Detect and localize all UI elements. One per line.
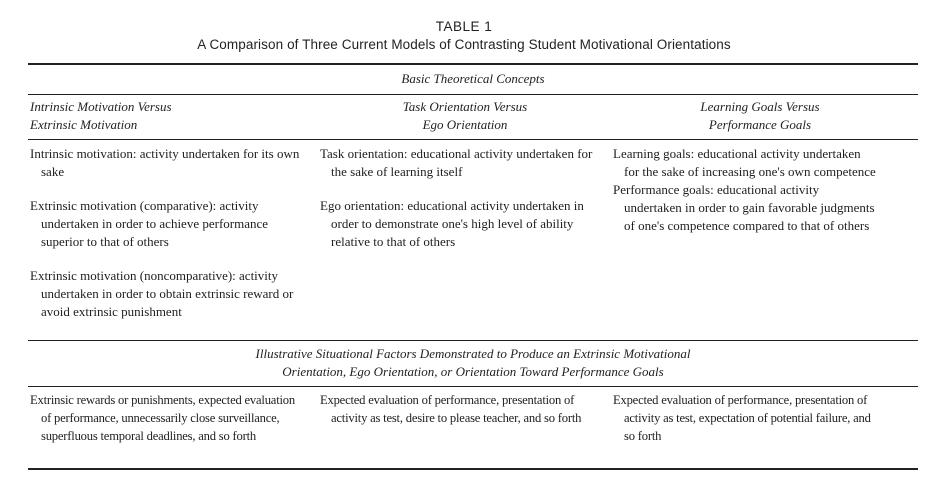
concept-entry: Task orientation: educational activity undertaken for the sake of learning itself (320, 146, 593, 179)
concept-entry: Intrinsic motivation: activity undertaken for its own sake (30, 146, 300, 179)
situational-cell-task-ego (320, 391, 595, 427)
concept-cell-task-ego (320, 145, 595, 251)
situational-header-rule (28, 386, 918, 387)
concept-entry: Learning goals: educational activity undertaken for the sake of increasing one's own competence (613, 146, 876, 179)
situational-entry: Expected evaluation of performance, presentation of activity as test, desire to please teacher, and so forth (320, 393, 582, 425)
situational-entry: Extrinsic rewards or punishments, expected evaluation of performance, unnecessarily close surveillance, superfluous temporal deadlines, and so forth (30, 393, 295, 443)
column-header-line: Learning Goals Versus (700, 99, 820, 114)
section-divider-rule (28, 340, 918, 341)
column-header-line: Intrinsic Motivation Versus (30, 99, 172, 114)
section-heading-line: Illustrative Situational Factors Demonstrated to Produce an Extrinsic Motivational (255, 346, 691, 361)
column-header-line: Extrinsic Motivation (30, 117, 138, 132)
section-rule (28, 94, 918, 95)
concept-entry: Performance goals: educational activity undertaken in order to gain favorable judgments of one's competence compared to that of others (613, 182, 875, 233)
bottom-rule (28, 468, 918, 470)
top-rule (28, 63, 918, 65)
column-header-intrinsic-extrinsic (30, 98, 310, 134)
situational-cell-intrinsic-extrinsic (30, 391, 300, 445)
concept-entry: Ego orientation: educational activity undertaken in order to demonstrate one's high level of ability relative to that of others (320, 198, 584, 249)
column-header-learning-performance (630, 98, 890, 134)
concept-entry: Extrinsic motivation (comparative): activity undertaken in order to achieve performance superior to that of others (30, 198, 269, 249)
table-caption: A Comparison of Three Current Models of Contrasting Student Motivational Orientations (197, 37, 731, 52)
column-header-task-ego (330, 98, 600, 134)
section-heading-line: Orientation, Ego Orientation, or Orientation Toward Performance Goals (282, 364, 664, 379)
situational-cell-learning-performance (613, 391, 878, 445)
concept-cell-learning-performance (613, 145, 878, 235)
concept-entry: Extrinsic motivation (noncomparative): activity undertaken in order to obtain extrinsic reward or avoid extrinsic punishment (30, 268, 294, 319)
section-heading-situational-factors (28, 345, 918, 381)
column-header-line: Performance Goals (708, 117, 812, 132)
table-title-block (0, 18, 928, 54)
table-label: TABLE 1 (435, 19, 493, 34)
column-header-line: Ego Orientation (422, 117, 508, 132)
section-heading-basic-concepts: Basic Theoretical Concepts (401, 71, 545, 86)
concept-cell-intrinsic-extrinsic (30, 145, 300, 321)
situational-entry: Expected evaluation of performance, presentation of activity as test, expectation of potential failure, and so forth (613, 393, 871, 443)
column-header-rule (28, 139, 918, 140)
column-header-line: Task Orientation Versus (402, 99, 528, 114)
